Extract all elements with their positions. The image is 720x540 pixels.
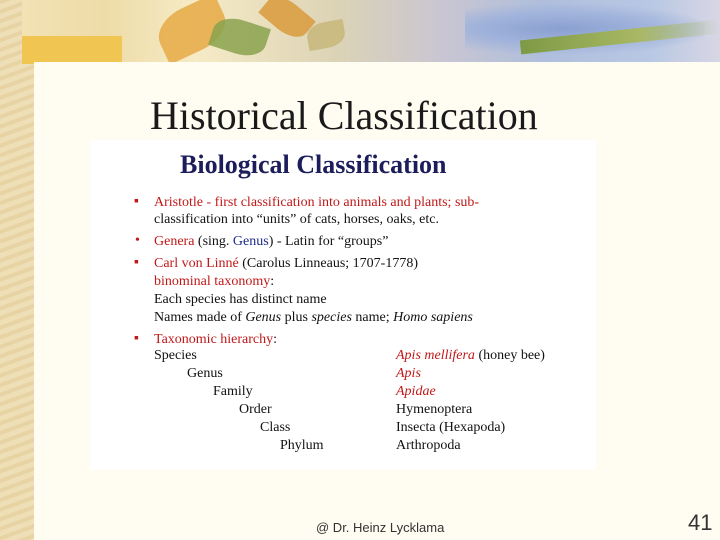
honey-bee-note: (honey bee) bbox=[474, 348, 545, 363]
aristotle-text: - first classification into animals and plants; sub- bbox=[203, 195, 480, 210]
bullet-dot-icon: • bbox=[135, 233, 140, 248]
rank-species: Species bbox=[154, 348, 197, 363]
figure-heading: Biological Classification bbox=[180, 150, 447, 179]
hierarchy-colon: : bbox=[273, 332, 278, 347]
example-phylum: Arthropoda bbox=[396, 438, 461, 453]
rank-phylum: Phylum bbox=[280, 438, 324, 453]
bullet-dash-icon: ▪ bbox=[134, 194, 139, 209]
linne-dates: (Carolus Linneaus; 1707-1778) bbox=[238, 256, 419, 271]
bullet-linne-line4 bbox=[154, 309, 473, 326]
binominal-term: binominal taxonomy bbox=[154, 274, 271, 289]
genus-italic: Genus bbox=[245, 310, 282, 325]
rank-class: Class bbox=[260, 420, 291, 435]
left-decorative-strip bbox=[0, 0, 38, 540]
bullet-linne-line3: Each species has distinct name bbox=[154, 292, 327, 307]
bullet-genera bbox=[154, 233, 388, 250]
genera-term: Genera bbox=[154, 234, 195, 249]
bullet-dash-icon: ▪ bbox=[134, 255, 139, 270]
homo-sapiens-example: Homo sapiens bbox=[393, 310, 473, 325]
example-species bbox=[396, 348, 545, 364]
names-text: Names made of bbox=[154, 310, 246, 325]
slide-page-number: 41 bbox=[688, 510, 713, 535]
genus-term: Genus bbox=[232, 234, 269, 249]
aristotle-name: Aristotle bbox=[154, 195, 203, 210]
rank-order: Order bbox=[239, 402, 272, 417]
bullet-aristotle-line1 bbox=[154, 194, 479, 211]
bullet-linne-line2 bbox=[154, 273, 274, 290]
plus-text: plus bbox=[281, 310, 312, 325]
rank-genus: Genus bbox=[187, 366, 223, 381]
apidae: Apidae bbox=[396, 384, 436, 399]
slide-footer: @ Dr. Heinz Lycklama bbox=[316, 520, 445, 535]
genera-middle: (sing. bbox=[194, 234, 233, 249]
apis-mellifera: Apis mellifera bbox=[396, 348, 475, 363]
example-order: Hymenoptera bbox=[396, 402, 473, 417]
scanned-figure bbox=[90, 140, 596, 470]
bullet-linne-line1 bbox=[154, 255, 418, 272]
bullet-aristotle-line2: classification into “units” of cats, horses, oaks, etc. bbox=[154, 212, 439, 227]
rank-family: Family bbox=[213, 384, 253, 399]
example-family bbox=[396, 384, 436, 400]
binominal-colon: : bbox=[270, 274, 275, 289]
name-text: name; bbox=[351, 310, 394, 325]
bullet-hierarchy bbox=[154, 331, 277, 348]
linne-name: Carl von Linné bbox=[154, 256, 239, 271]
hierarchy-term: Taxonomic hierarchy bbox=[154, 332, 274, 347]
bullet-dash-icon: ▪ bbox=[134, 331, 139, 346]
species-italic: species bbox=[311, 310, 352, 325]
example-genus bbox=[396, 366, 421, 382]
apis: Apis bbox=[396, 366, 421, 381]
genera-rest: ) - Latin for “groups” bbox=[268, 234, 389, 249]
example-class: Insecta (Hexapoda) bbox=[396, 420, 506, 435]
slide-title: Historical Classification bbox=[150, 93, 538, 138]
banner-yellow-block bbox=[22, 36, 122, 64]
